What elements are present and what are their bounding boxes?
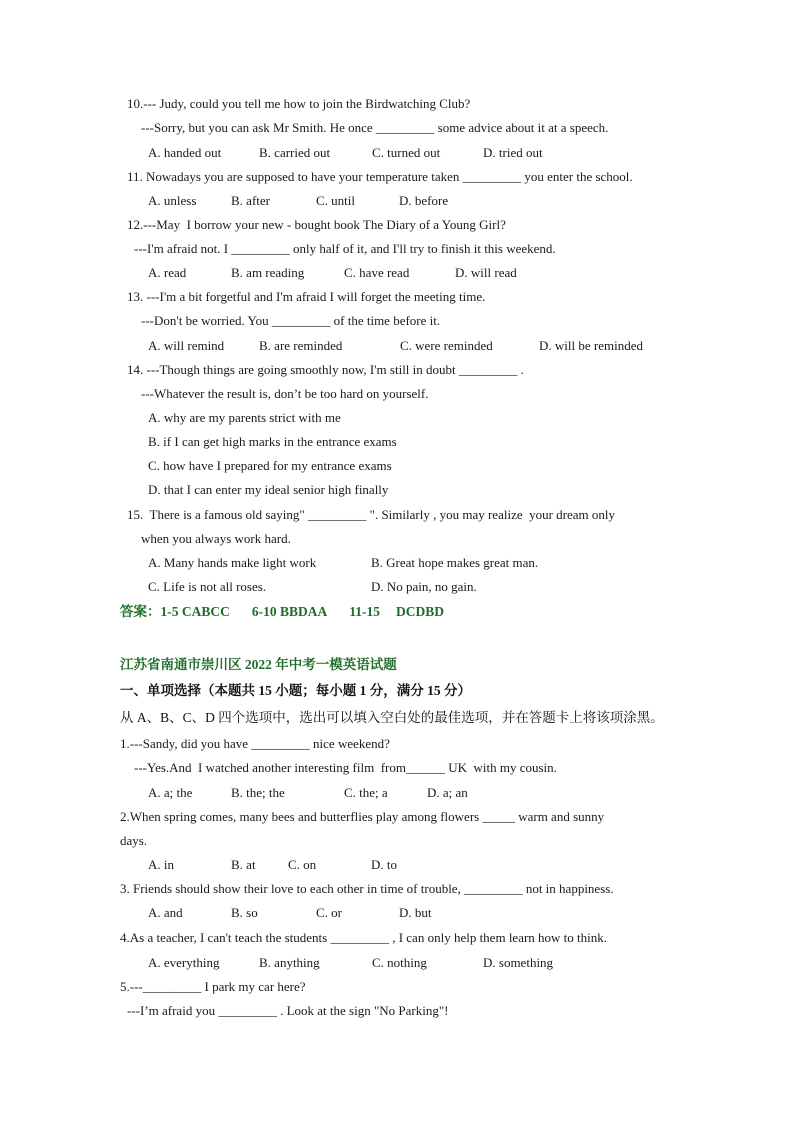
question-12-option-c: C. have read <box>344 265 410 280</box>
question-15-stem: 15. There is a famous old saying" _________ ". Similarly , you may realize your dream only <box>127 507 616 522</box>
exam-title: 江苏省南通市崇川区 2022 年中考一模英语试题 <box>120 657 397 672</box>
question-2-option-a: A. in <box>148 857 174 872</box>
question-13-option-c: C. were reminded <box>400 338 493 353</box>
answer-key-part-3: 11-15 <box>349 604 381 619</box>
question-10-stem: 10.--- Judy, could you tell me how to join the Birdwatching Club? <box>127 96 471 111</box>
question-1-option-c: C. the; a <box>344 785 388 800</box>
question-11-stem: 11. Nowadays you are supposed to have your temperature taken _________ you enter the school. <box>127 169 633 184</box>
question-12-stem: 12.---May I borrow your new - bought book The Diary of a Young Girl? <box>127 217 506 232</box>
question-2-option-d: D. to <box>371 857 397 872</box>
question-2-stem-continued: days. <box>120 833 148 848</box>
question-4-option-a: A. everything <box>148 955 220 970</box>
question-11-option-d: D. before <box>399 193 449 208</box>
question-2-option-c: C. on <box>288 857 317 872</box>
question-1-option-a: A. a; the <box>148 785 193 800</box>
question-13-option-b: B. are reminded <box>259 338 343 353</box>
question-14-option-d: D. that I can enter my ideal senior high finally <box>148 482 389 497</box>
question-12-option-d: D. will read <box>455 265 517 280</box>
question-3-option-a: A. and <box>148 905 183 920</box>
question-1-option-d: D. a; an <box>427 785 468 800</box>
question-13-reply: ---Don't be worried. You _________ of the time before it. <box>141 313 441 328</box>
question-15-option-c: C. Life is not all roses. <box>148 579 267 594</box>
instruction-text: 从 A、B、C、D 四个选项中，选出可以填入空白处的最佳选项，并在答题卡上将该项涂黑。 <box>120 710 664 725</box>
question-14-option-c: C. how have I prepared for my entrance exams <box>148 458 392 473</box>
question-15-stem-continued: when you always work hard. <box>141 531 291 546</box>
question-1-option-b: B. the; the <box>231 785 285 800</box>
question-14-option-a: A. why are my parents strict with me <box>148 410 341 425</box>
answer-key-part-1: 答案：1-5 CABCC <box>120 604 230 619</box>
question-3-option-c: C. or <box>316 905 342 920</box>
question-11-option-a: A. unless <box>148 193 197 208</box>
question-12-option-b: B. am reading <box>231 265 305 280</box>
question-15-option-a: A. Many hands make light work <box>148 555 317 570</box>
answer-key-part-2: 6-10 BBDAA <box>251 604 328 619</box>
question-11-option-b: B. after <box>231 193 270 208</box>
question-4-stem: 4.As a teacher, I can't teach the students _________ , I can only help them learn how to think. <box>120 930 608 945</box>
question-10-option-b: B. carried out <box>259 145 331 160</box>
question-2-option-b: B. at <box>231 857 256 872</box>
question-5-reply: ---I’m afraid you _________ . Look at the sign "No Parking"! <box>127 1003 449 1018</box>
question-10-option-d: D. tried out <box>483 145 543 160</box>
question-13-stem: 13. ---I'm a bit forgetful and I'm afraid I will forget the meeting time. <box>127 289 486 304</box>
answer-key <box>120 604 466 620</box>
answer-key-part-4: DCDBD <box>396 604 445 619</box>
question-13-option-a: A. will remind <box>148 338 225 353</box>
question-14-stem: 14. ---Though things are going smoothly now, I'm still in doubt _________ . <box>127 362 524 377</box>
question-12-reply: ---I'm afraid not. I _________ only half of it, and I'll try to finish it this weekend. <box>134 241 556 256</box>
question-1-stem: 1.---Sandy, did you have _________ nice weekend? <box>120 736 390 751</box>
question-10-reply: ---Sorry, but you can ask Mr Smith. He once _________ some advice about it at a speech. <box>141 120 609 135</box>
question-5-stem: 5.---_________ I park my car here? <box>120 979 306 994</box>
question-13-option-d: D. will be reminded <box>539 338 643 353</box>
question-12-option-a: A. read <box>148 265 187 280</box>
question-3-stem: 3. Friends should show their love to each other in time of trouble, _________ not in happiness. <box>120 881 614 896</box>
question-11-option-c: C. until <box>316 193 356 208</box>
question-15-option-d: D. No pain, no gain. <box>371 579 477 594</box>
question-3-option-d: D. but <box>399 905 432 920</box>
question-15-option-b: B. Great hope makes great man. <box>371 555 539 570</box>
part-title: 一、单项选择（本题共 15 小题；每小题 1 分，满分 15 分） <box>120 683 471 698</box>
question-14-reply: ---Whatever the result is, don’t be too hard on yourself. <box>141 386 429 401</box>
question-10-option-c: C. turned out <box>372 145 441 160</box>
question-10-option-a: A. handed out <box>148 145 222 160</box>
question-1-reply: ---Yes.And I watched another interesting film from______ UK with my cousin. <box>134 760 557 775</box>
question-4-option-c: C. nothing <box>372 955 427 970</box>
question-4-option-d: D. something <box>483 955 554 970</box>
question-2-stem: 2.When spring comes, many bees and butterflies play among flowers _____ warm and sunny <box>120 809 605 824</box>
question-14-option-b: B. if I can get high marks in the entrance exams <box>148 434 397 449</box>
question-4-option-b: B. anything <box>259 955 320 970</box>
question-3-option-b: B. so <box>231 905 258 920</box>
